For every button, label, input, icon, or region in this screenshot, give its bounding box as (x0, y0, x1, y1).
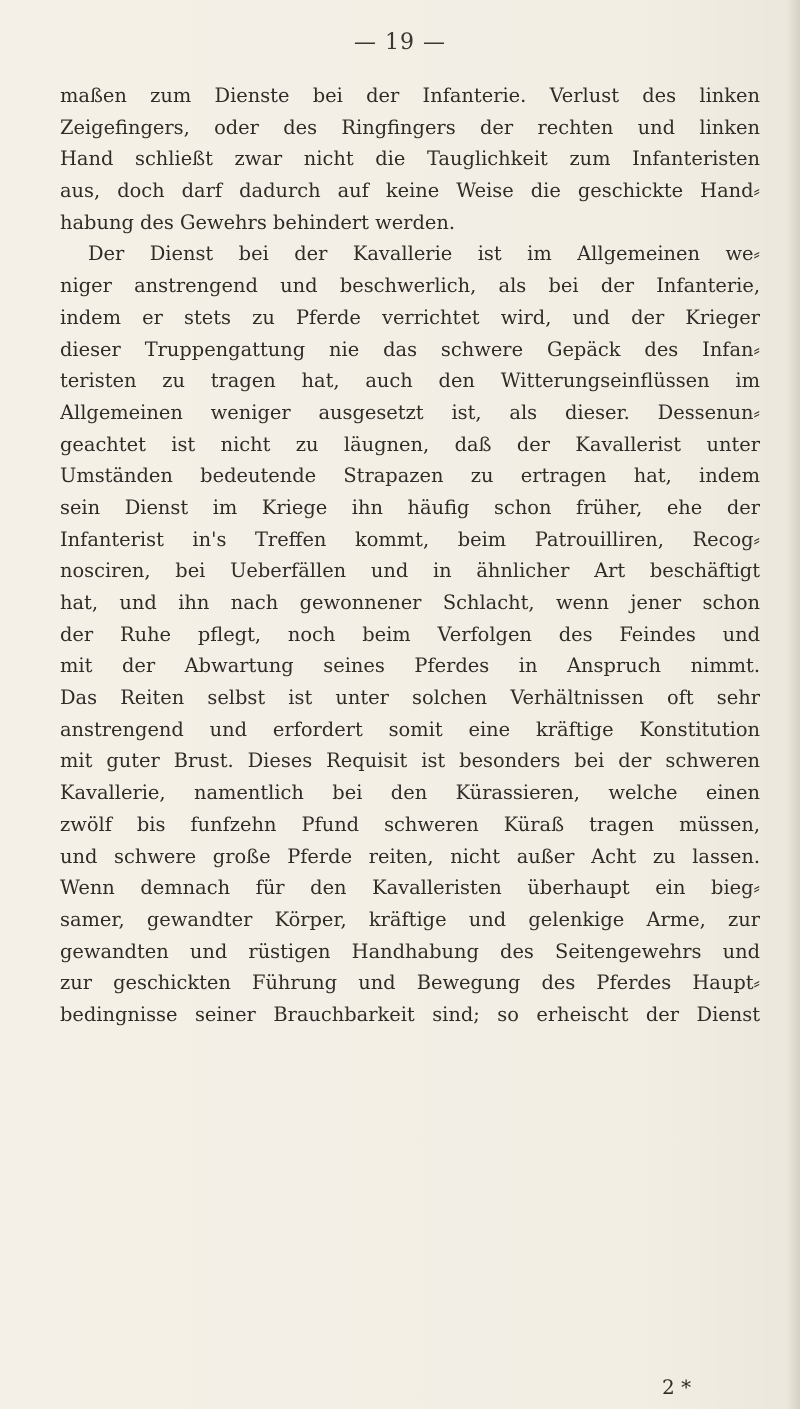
text-line: dieser Truppengattung nie das schwere Gepäck des Infan⸗ (60, 337, 760, 361)
text-line: Hand schließt zwar nicht die Tauglichkeit zum Infanteristen (60, 147, 760, 171)
text-line: hat, und ihn nach gewonnener Schlacht, wenn jener schon (60, 591, 760, 614)
text-line: niger anstrengend und beschwerlich, als bei der Infanterie, (60, 274, 760, 298)
text-line: maßen zum Dienste bei der Infanterie. Verlust des linken (60, 84, 760, 107)
text-line: mit guter Brust. Dieses Requisit ist besonders bei der schweren (60, 749, 760, 773)
text-line: mit der Abwartung seines Pferdes in Anspruch nimmt. (60, 654, 760, 678)
text-line: und schwere große Pferde reiten, nicht außer Acht zu lassen. (60, 844, 760, 868)
text-line: bedingnisse seiner Brauchbarkeit sind; so erheischt der Dienst (60, 1002, 760, 1026)
text-line: zwölf bis funfzehn Pfund schweren Küraß tragen müssen, (60, 812, 760, 836)
text-line: der Ruhe pflegt, noch beim Verfolgen des Feindes und (60, 622, 760, 646)
page-edge-shadow (786, 0, 800, 1409)
text-line: nosciren, bei Ueberfällen und in ähnlicher Art beschäftigt (60, 559, 760, 583)
text-line: Wenn demnach für den Kavalleristen überhaupt ein bieg⸗ (60, 876, 760, 900)
text-line: aus, doch darf dadurch auf keine Weise die geschickte Hand⸗ (60, 179, 760, 203)
text-line: anstrengend und erfordert somit eine kräftige Konstitution (60, 717, 760, 741)
text-line: samer, gewandter Körper, kräftige und gelenkige Arme, zur (60, 907, 760, 931)
text-line: zur geschickten Führung und Bewegung des Pferdes Haupt⸗ (60, 971, 760, 995)
text-line: indem er stets zu Pferde verrichtet wird, und der Krieger (60, 305, 760, 329)
text-line: Das Reiten selbst ist unter solchen Verhältnissen oft sehr (60, 686, 760, 710)
text-line: Umständen bedeutende Strapazen zu ertragen hat, indem (60, 464, 760, 488)
text-line: teristen zu tragen hat, auch den Witterungseinflüssen im (60, 369, 760, 393)
page-number: — 19 — (354, 30, 446, 55)
text-line: Kavallerie, namentlich bei den Kürassieren, welche einen (60, 781, 760, 805)
text-line: sein Dienst im Kriege ihn häufig schon früher, ehe der (60, 495, 760, 519)
text-line: Allgemeinen weniger ausgesetzt ist, als dieser. Dessenun⸗ (60, 400, 760, 424)
body-text (60, 80, 760, 1031)
text-line: Zeigefingers, oder des Ringfingers der rechten und linken (60, 115, 760, 139)
signature-mark: 2 * (662, 1375, 692, 1399)
text-line: geachtet ist nicht zu läugnen, daß der Kavallerist unter (60, 432, 760, 456)
text-line: habung des Gewehrs behindert werden. (60, 210, 455, 234)
text-line: Infanterist in's Treffen kommt, beim Patrouilliren, Recog⸗ (60, 527, 760, 551)
text-line: Der Dienst bei der Kavallerie ist im Allgemeinen we⸗ (88, 242, 760, 266)
text-line: gewandten und rüstigen Handhabung des Seitengewehrs und (60, 939, 760, 963)
